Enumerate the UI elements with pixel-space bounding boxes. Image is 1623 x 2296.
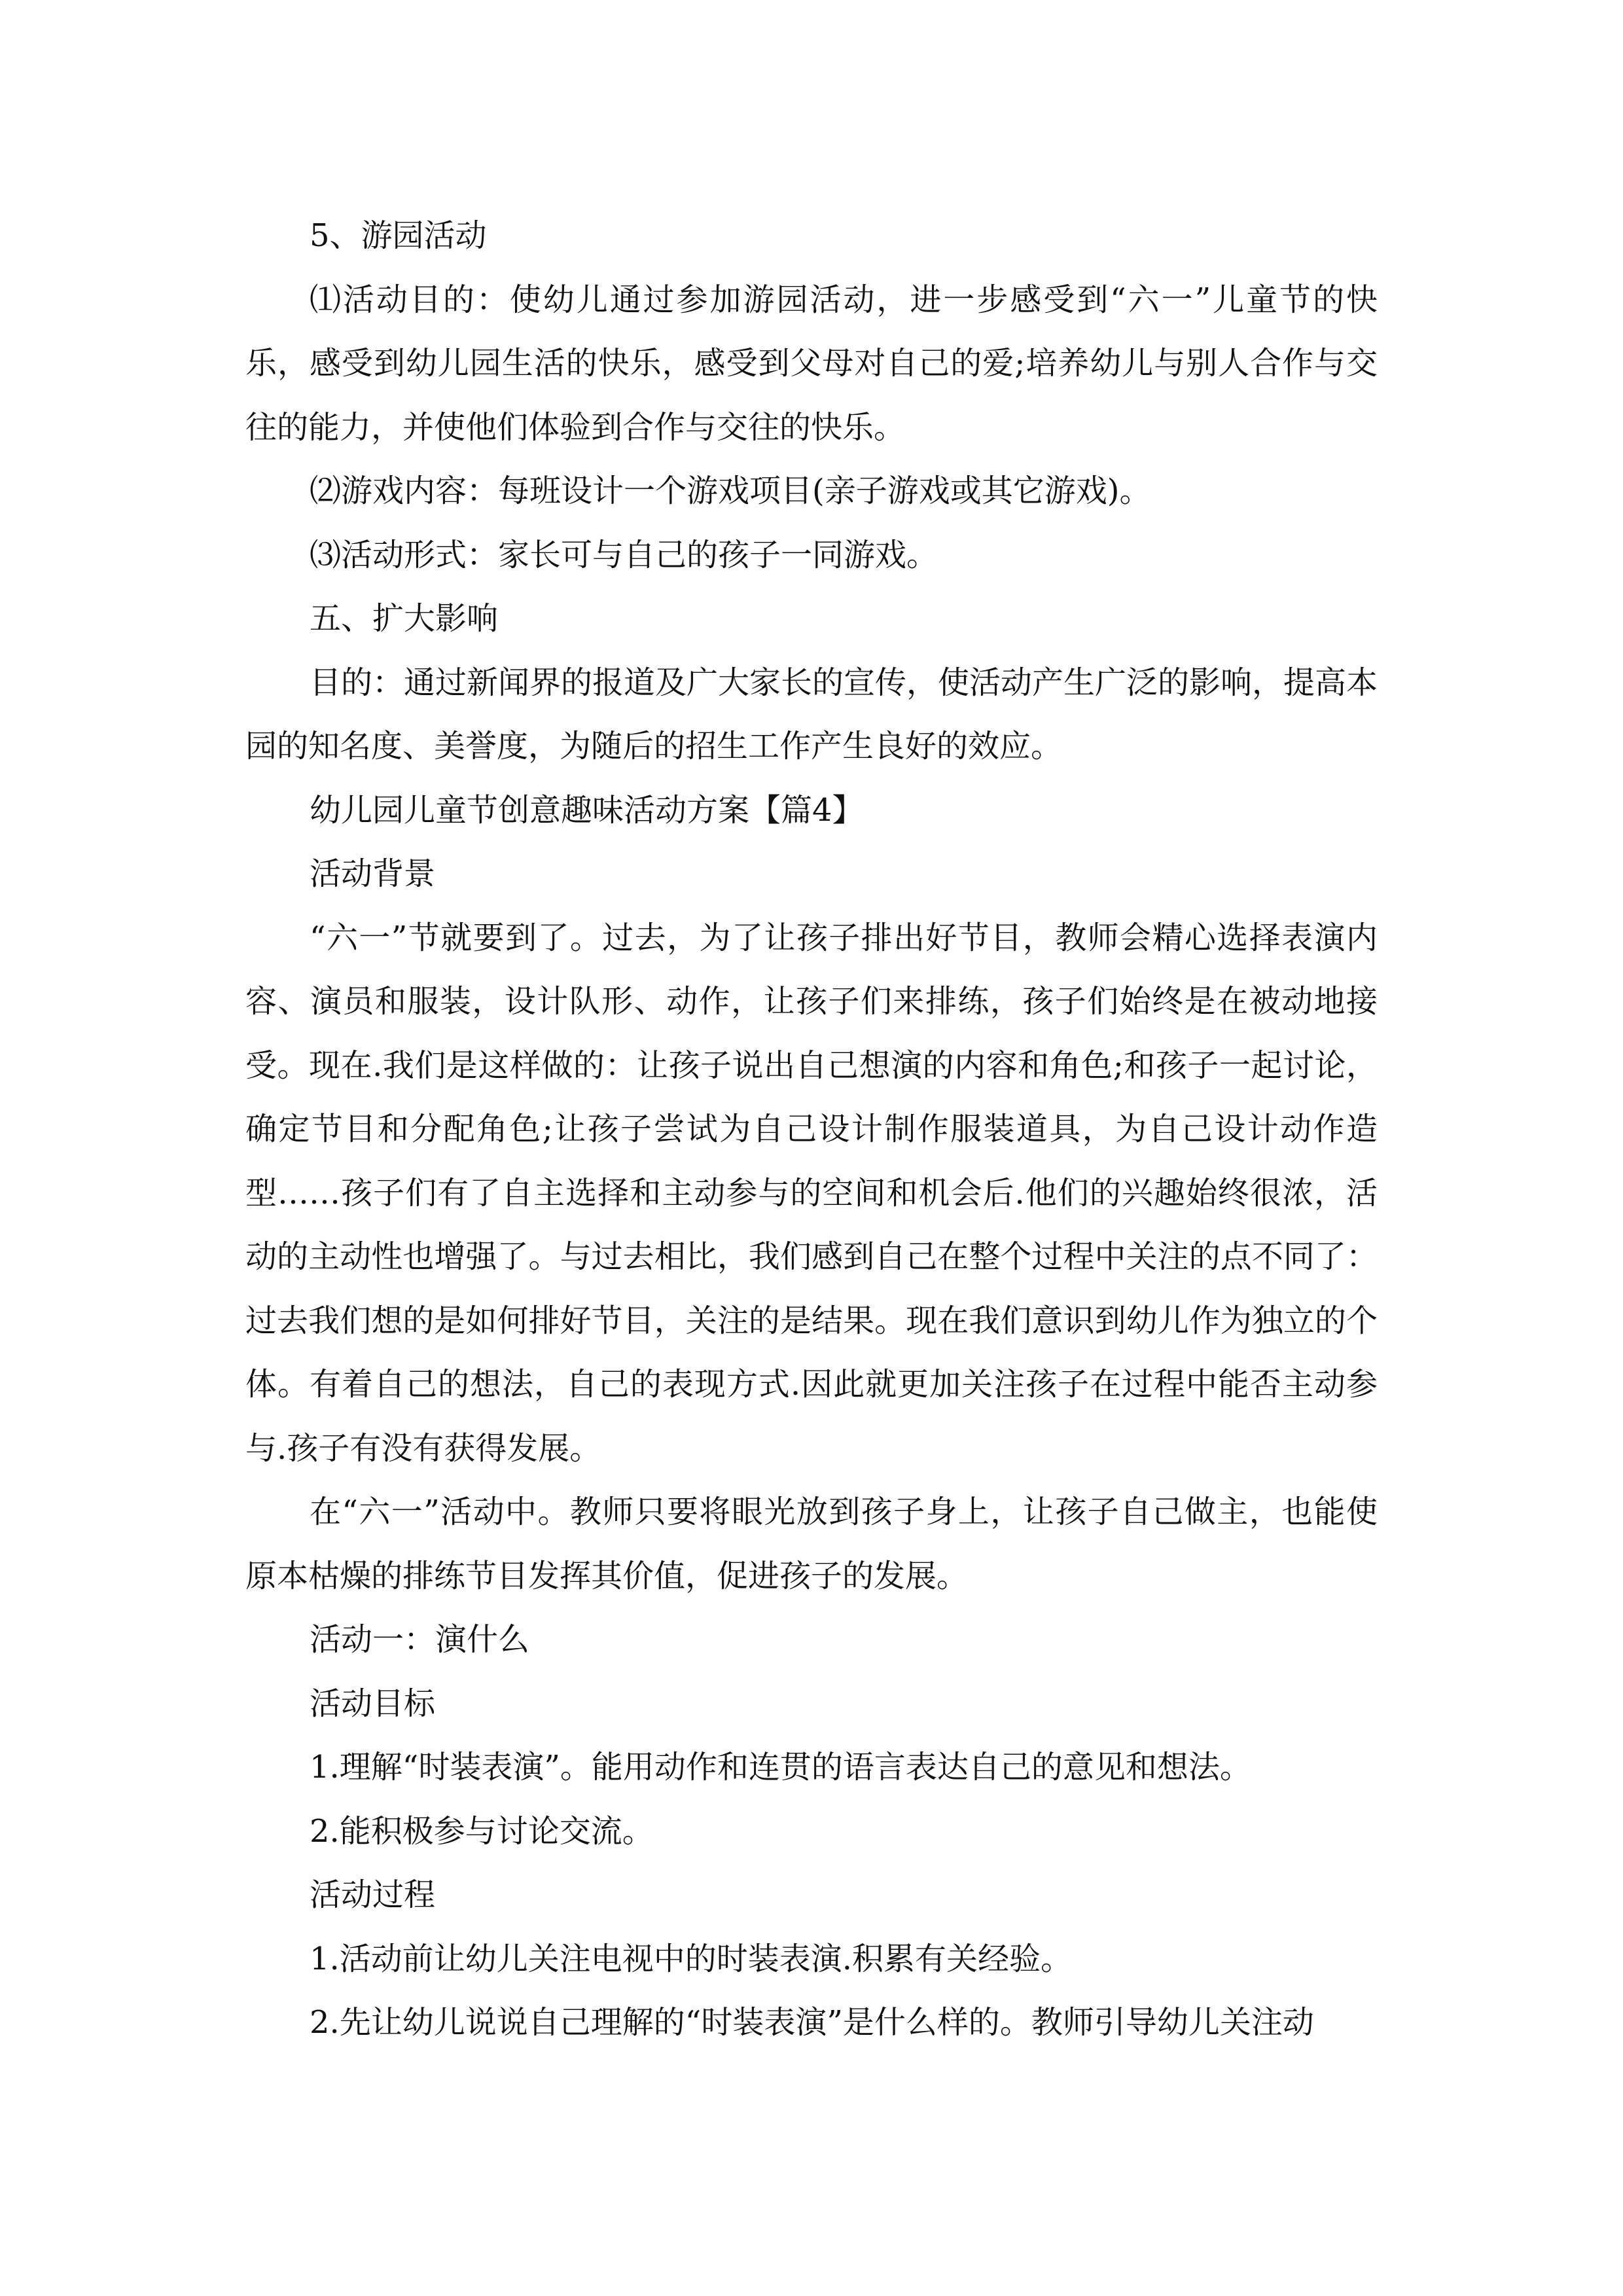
section-heading-activity-goals: 活动目标 <box>310 1685 436 1722</box>
list-item-goal-1: 1.理解“时装表演”。能用动作和连贯的语言表达自己的意见和想法。 <box>310 1749 1251 1785</box>
section-heading-influence: 五、扩大影响 <box>310 600 499 637</box>
section-heading-background: 活动背景 <box>310 855 436 892</box>
section-heading-activity-process: 活动过程 <box>310 1876 436 1913</box>
list-item-process-1: 1.活动前让幼儿关注电视中的时装表演.积累有关经验。 <box>310 1940 1073 1977</box>
section-heading-plan-4: 幼儿园儿童节创意趣味活动方案【篇4】 <box>310 791 864 829</box>
list-item-goal-2: 2.能积极参与讨论交流。 <box>310 1812 654 1850</box>
paragraph-activity-goal: ⑴活动目的：使幼儿通过参加游园活动，进一步感受到“六一”儿童节的快乐，感受到幼儿园生活的快乐，感受到父母对自己的爱;培养幼儿与别人合作与交往的能力，并使他们体验到合作与交往的快乐。 <box>245 281 1378 446</box>
paragraph-background: “六一”节就要到了。过去，为了让孩子排出好节目，教师会精心选择表演内容、演员和服装，设计队形、动作，让孩子们来排练，孩子们始终是在被动地接受。现在.我们是这样做的：让孩子说出自己想演的内容和角色;和孩子一起讨论，确定节目和分配角色;让孩子尝试为自己设计制作服装道具，为自己设计动作造型……孩子们有了自主选择和主动参与的空间和机会后.他们的兴趣始终很浓，活动的主动性也增强了。与过去相比，我们感到自己在整个过程中关注的点不同了：过去我们想的是如何排好节目，关注的是结果。现在我们意识到幼儿作为独立的个体。有着自己的想法，自己的表现方式.因此就更加关注孩子在过程中能否主动参与.孩子有没有获得发展。 <box>245 919 1378 1467</box>
section-heading-youyuan: 5、游园活动 <box>310 217 487 254</box>
section-heading-activity-one: 活动一：演什么 <box>310 1621 530 1658</box>
document-body <box>245 204 1378 2055</box>
paragraph-liuyi-activity: 在“六一”活动中。教师只要将眼光放到孩子身上，让孩子自己做主，也能使原本枯燥的排练节目发挥其价值，促进孩子的发展。 <box>245 1494 1378 1594</box>
paragraph-influence-goal: 目的：通过新闻界的报道及广大家长的宣传，使活动产生广泛的影响，提高本园的知名度、美誉度，为随后的招生工作产生良好的效应。 <box>245 664 1378 764</box>
paragraph-game-content: ⑵游戏内容：每班设计一个游戏项目(亲子游戏或其它游戏)。 <box>310 473 1151 509</box>
list-item-process-2: 2.先让幼儿说说自己理解的“时装表演”是什么样的。教师引导幼儿关注动 <box>310 2004 1314 2041</box>
paragraph-activity-form: ⑶活动形式：家长可与自己的孩子一同游戏。 <box>310 536 938 573</box>
